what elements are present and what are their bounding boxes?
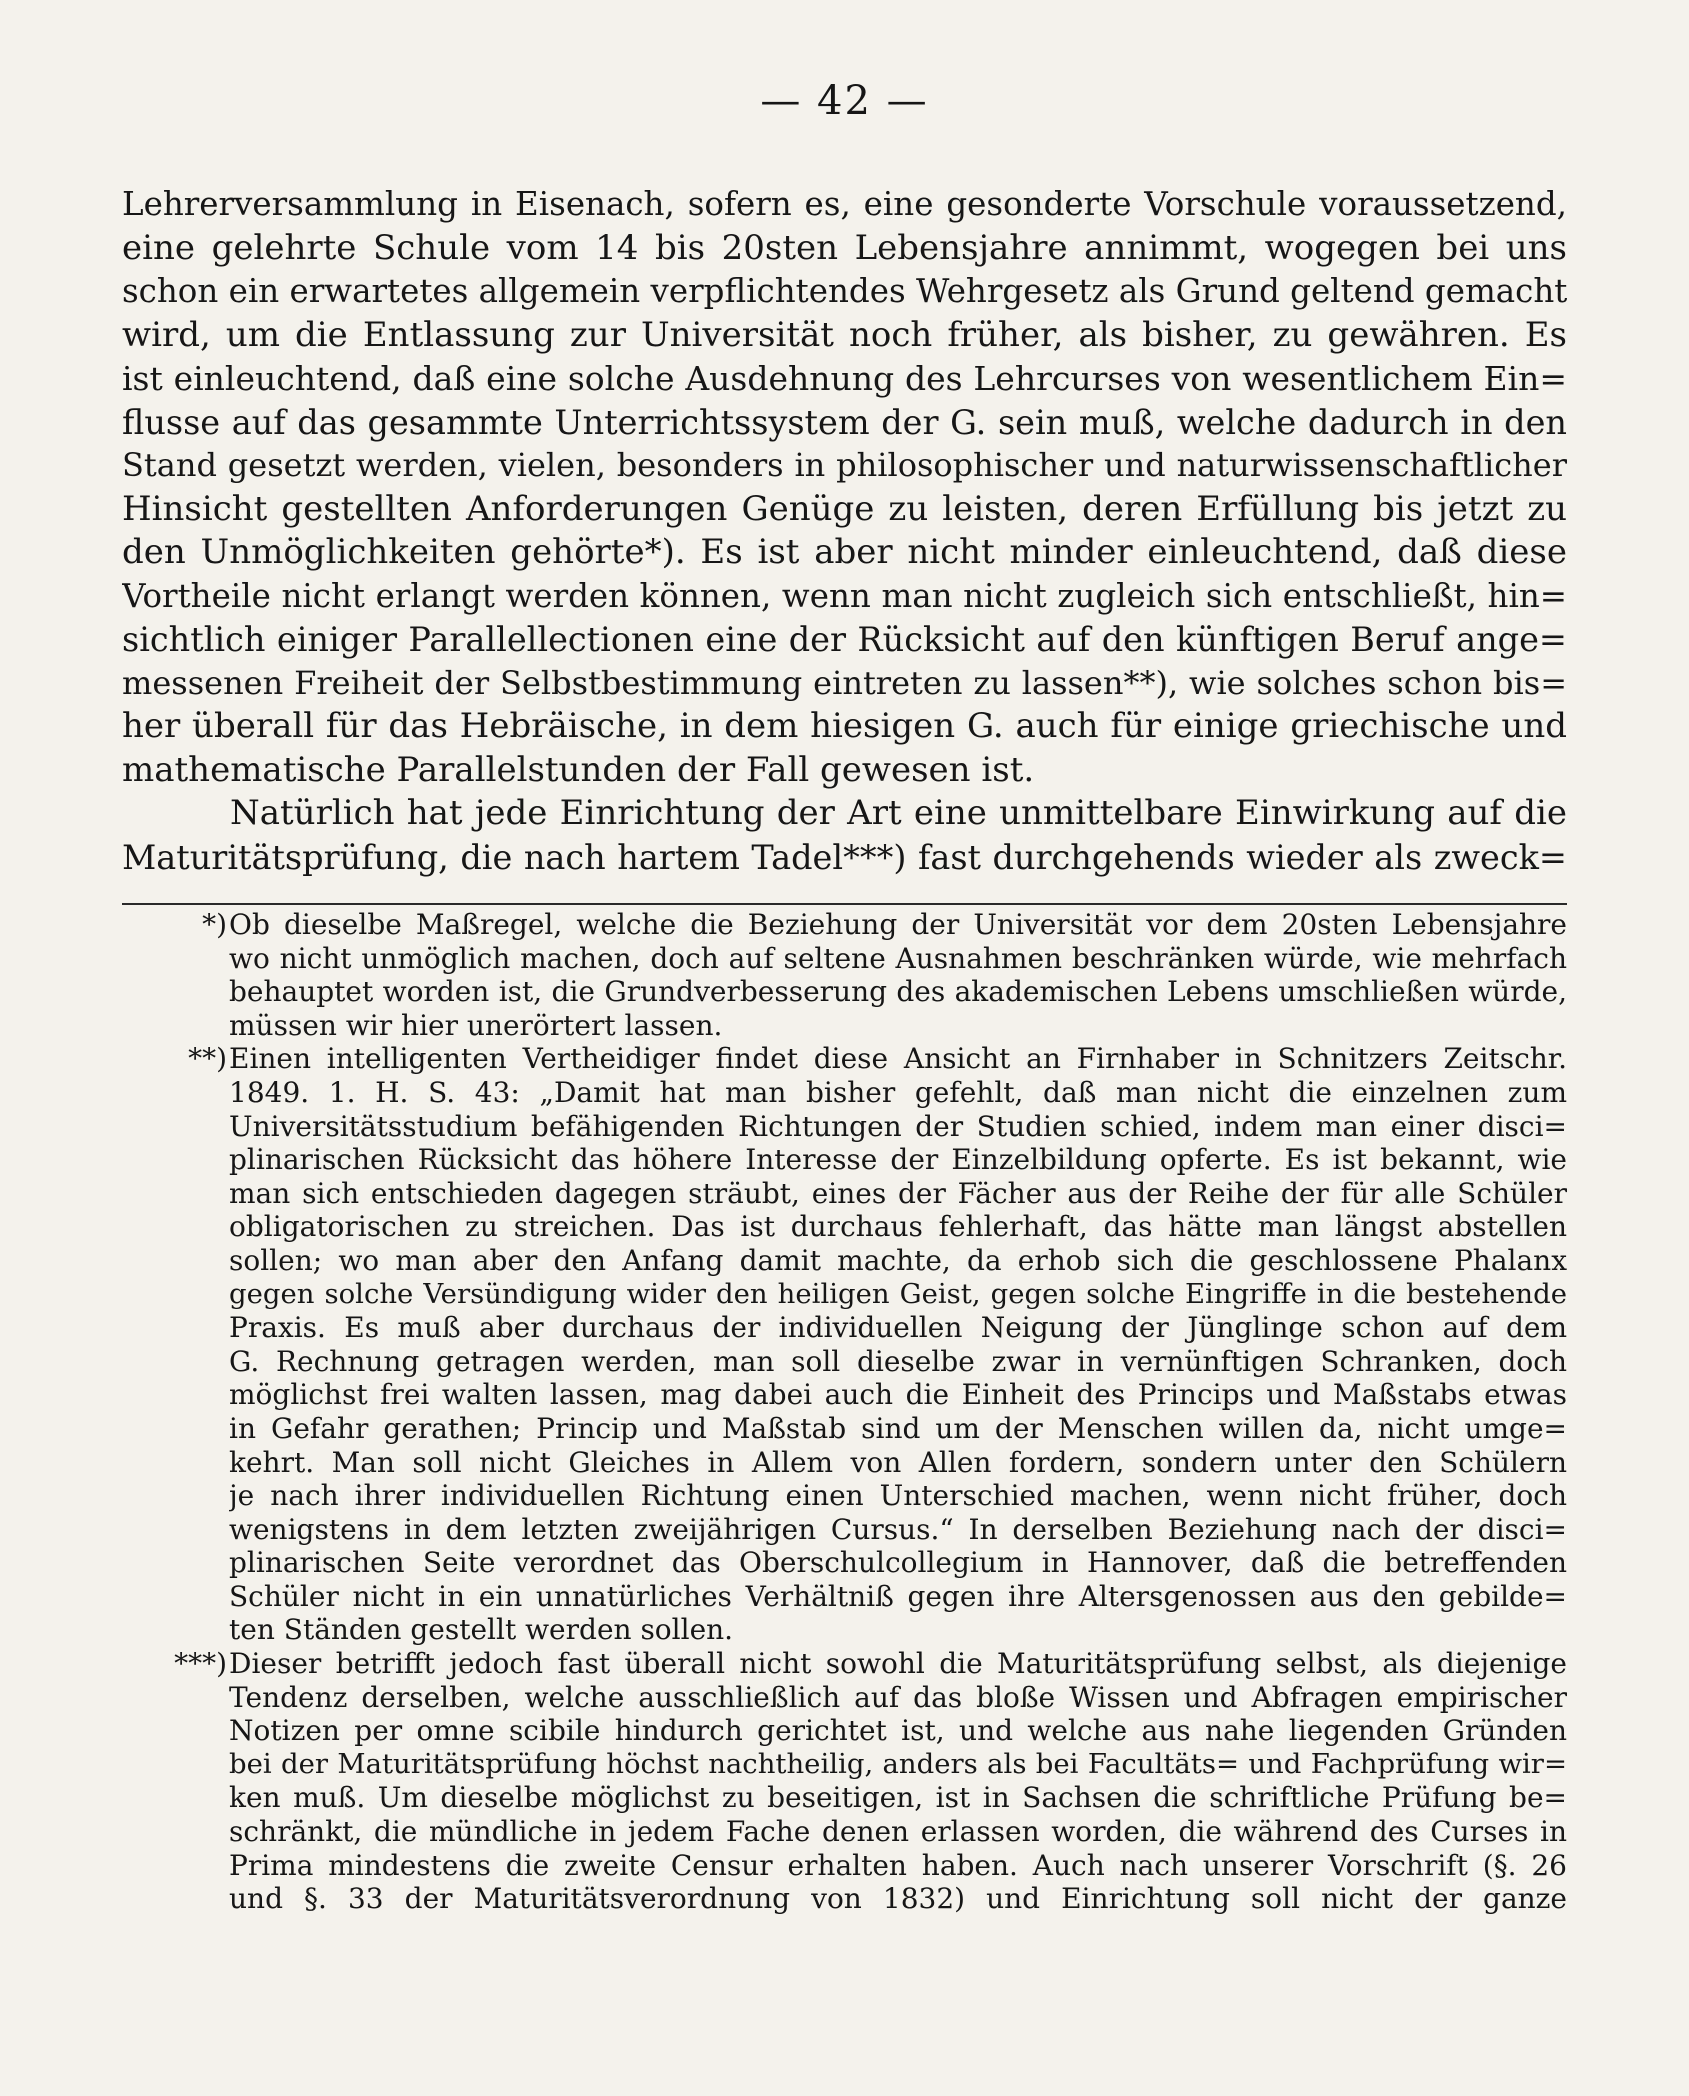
footnote-line: Dieser betrifft jedoch fast überall nicht sowohl die Maturitätsprüfung selbst, als diejenige	[229, 1647, 1567, 1681]
footnote-line: und §. 33 der Maturitätsverordnung von 1832) und Einrichtung soll nicht der ganze	[229, 1882, 1567, 1916]
text-line: ist einleuchtend, daß eine solche Ausdehnung des Lehrcurses von wesentlichem Ein=	[122, 359, 1567, 398]
footnote-line: möglichst frei walten lassen, mag dabei auch die Einheit des Princips und Maßstabs etwas	[229, 1378, 1567, 1412]
text-line: mathematische Parallelstunden der Fall gewesen ist.	[122, 749, 1035, 790]
footnote-line: Tendenz derselben, welche ausschließlich auf das bloße Wissen und Abfragen empirischer	[229, 1680, 1567, 1714]
text-line: Natürlich hat jede Einrichtung der Art eine unmittelbare Einwirkung auf die	[230, 793, 1567, 833]
footnote-line: 1849. 1. H. S. 43: „Damit hat man bisher gefehlt, daß man nicht die einzelnen zum	[229, 1075, 1567, 1109]
text-line: Vortheile nicht erlangt werden können, wenn man nicht zugleich sich entschließt, hin=	[122, 576, 1567, 615]
footnote-line: in Gefahr gerathen; Princip und Maßstab sind um der Menschen willen da, nicht umge=	[229, 1411, 1567, 1445]
footnote-line: Ob dieselbe Maßregel, welche die Beziehung der Universität vor dem 20sten Lebensjahre	[229, 908, 1567, 941]
text-line: Lehrerversammlung in Eisenach, sofern es, eine gesonderte Vorschule voraussetzend,	[122, 185, 1567, 223]
text-line: schon ein erwartetes allgemein verpflichtendes Wehrgesetz als Grund geltend gemacht	[122, 272, 1567, 310]
footnote-line: Praxis. Es muß aber durchaus der individuellen Neigung der Jünglinge schon auf dem	[229, 1311, 1567, 1345]
footnote-line: ten Ständen gestellt werden sollen.	[229, 1613, 734, 1647]
footnote-line: behauptet worden ist, die Grundverbesserung des akademischen Lebens umschließen würde,	[229, 975, 1567, 1009]
footnote-line: wo nicht unmöglich machen, doch auf seltene Ausnahmen beschränken würde, wie mehrfach	[229, 941, 1567, 975]
text-line: her überall für das Hebräische, in dem hiesigen G. auch für einige griechische und	[122, 706, 1567, 746]
footnote-line: Prima mindestens die zweite Censur erhalten haben. Auch nach unserer Vorschrift (§. 26	[229, 1848, 1567, 1882]
footnote-marker: ***)	[174, 1647, 227, 1681]
footnote-marker: **)	[188, 1042, 227, 1076]
footnote-line: obligatorischen zu streichen. Das ist durchaus fehlerhaft, das hätte man längst abstellen	[229, 1210, 1567, 1244]
footnote-2	[122, 1042, 1567, 1647]
footnote-line: Schüler nicht in ein unnatürliches Verhältniß gegen ihre Altersgenossen aus den gebilde=	[229, 1579, 1567, 1613]
footnote-line: müssen wir hier unerörtert lassen.	[229, 1008, 723, 1042]
footnote-line: gegen solche Versündigung wider den heiligen Geist, gegen solche Eingriffe in die bestehende	[229, 1277, 1567, 1310]
footnote-line: schränkt, die mündliche in jedem Fache denen erlassen worden, die während des Curses in	[229, 1815, 1567, 1849]
text-line: Stand gesetzt werden, vielen, besonders in philosophischer und naturwissenschaftlicher	[122, 446, 1567, 484]
text-line: den Unmöglichkeiten gehörte*). Es ist aber nicht minder einleuchtend, daß diese	[122, 532, 1567, 572]
text-line: sichtlich einiger Parallellectionen eine der Rücksicht auf den künftigen Beruf ange=	[122, 620, 1567, 659]
main-text	[122, 183, 1567, 879]
footnote-1	[122, 908, 1567, 1042]
footnote-line: kehrt. Man soll nicht Gleiches in Allem von Allen fordern, sondern unter den Schülern	[229, 1445, 1567, 1479]
footnote-line: plinarischen Seite verordnet das Oberschulcollegium in Hannover, daß die betreffenden	[229, 1546, 1567, 1580]
text-line: messenen Freiheit der Selbstbestimmung eintreten zu lassen**), wie solches schon bis=	[122, 663, 1567, 702]
footnote-line: je nach ihrer individuellen Richtung einen Unterschied machen, wenn nicht früher, doch	[229, 1479, 1567, 1513]
footnote-line: Einen intelligenten Vertheidiger findet diese Ansicht an Firnhaber in Schnitzers Zeitschr.	[229, 1042, 1567, 1076]
footnote-divider	[122, 903, 1567, 905]
text-line: Maturitätsprüfung, die nach hartem Tadel***) fast durchgehends wieder als zweck=	[122, 837, 1567, 877]
page-number: — 42 —	[760, 78, 929, 124]
text-line: flusse auf das gesammte Unterrichtssystem der G. sein muß, welche dadurch in den	[122, 402, 1567, 442]
footnote-line: Notizen per omne scibile hindurch gerichtet ist, und welche aus nahe liegenden Gründen	[229, 1714, 1567, 1748]
text-line: eine gelehrte Schule vom 14 bis 20sten Lebensjahre annimmt, wogegen bei uns	[122, 227, 1567, 268]
footnote-marker: *)	[202, 908, 227, 941]
footnote-3	[122, 1647, 1567, 1916]
text-line: Hinsicht gestellten Anforderungen Genüge zu leisten, deren Erfüllung bis jetzt zu	[122, 488, 1567, 529]
footnote-line: sollen; wo man aber den Anfang damit machte, da erhob sich die geschlossene Phalanx	[229, 1243, 1567, 1277]
footnote-line: bei der Maturitätsprüfung höchst nachtheilig, anders als bei Facultäts= und Fachprüfung wir=	[229, 1747, 1567, 1780]
text-line: wird, um die Entlassung zur Universität noch früher, als bisher, zu gewähren. Es	[122, 314, 1567, 355]
footnotes	[122, 908, 1567, 1916]
footnote-line: Universitätsstudium befähigenden Richtungen der Studien schied, indem man einer disci=	[229, 1109, 1567, 1143]
footnote-line: wenigstens in dem letzten zweijährigen Cursus.“ In derselben Beziehung nach der disci=	[229, 1512, 1567, 1546]
footnote-line: man sich entschieden dagegen sträubt, eines der Fächer aus der Reihe der für alle Schüler	[229, 1176, 1567, 1210]
footnote-line: plinarischen Rücksicht das höhere Interesse der Einzelbildung opferte. Es ist bekannt, wie	[229, 1143, 1567, 1177]
footnote-line: ken muß. Um dieselbe möglichst zu beseitigen, ist in Sachsen die schriftliche Prüfung be=	[229, 1781, 1567, 1815]
footnote-line: G. Rechnung getragen werden, man soll dieselbe zwar in vernünftigen Schranken, doch	[229, 1344, 1567, 1378]
